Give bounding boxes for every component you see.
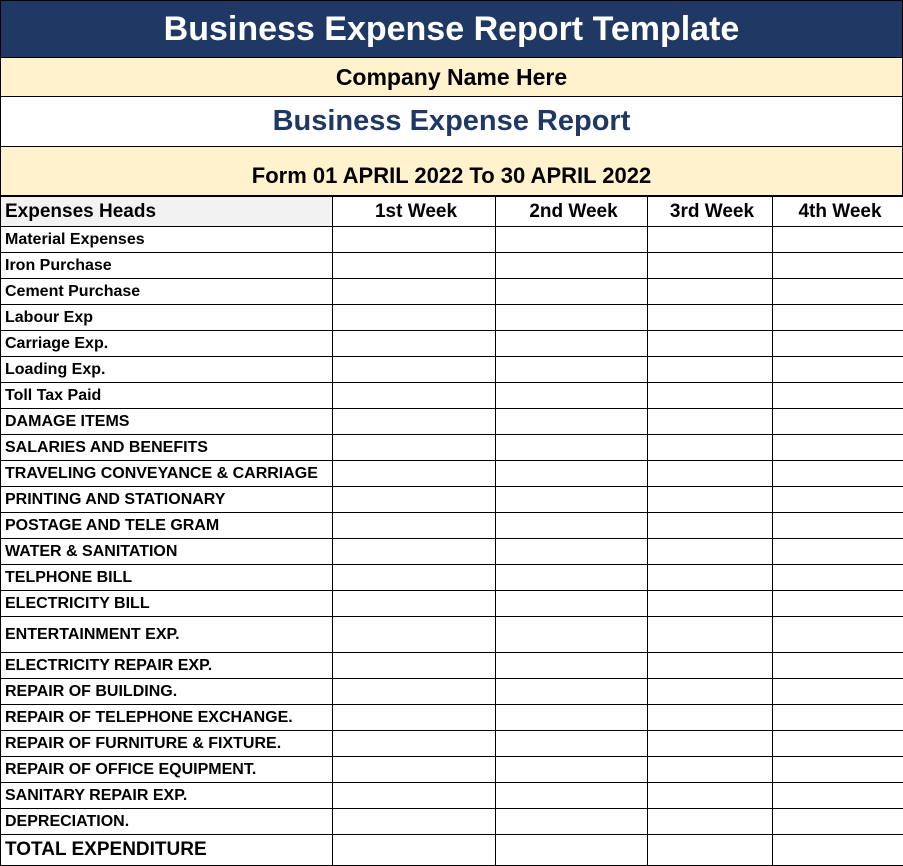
expense-head-label: Loading Exp. — [1, 357, 333, 383]
week-4-cell[interactable] — [773, 617, 903, 653]
week-2-cell[interactable] — [496, 253, 648, 279]
week-3-cell[interactable] — [648, 461, 773, 487]
table-row — [1, 279, 903, 305]
week-4-cell[interactable] — [773, 305, 903, 331]
week-1-cell[interactable] — [333, 591, 496, 617]
table-row — [1, 305, 903, 331]
header-week-2: 2nd Week — [496, 197, 648, 227]
week-1-cell[interactable] — [333, 487, 496, 513]
week-2-cell[interactable] — [496, 435, 648, 461]
week-3-cell[interactable] — [648, 653, 773, 679]
table-row — [1, 513, 903, 539]
week-3-cell[interactable] — [648, 227, 773, 253]
sheet-title: Business Expense Report Template — [0, 0, 903, 58]
total-label: TOTAL EXPENDITURE — [1, 835, 333, 866]
week-4-cell[interactable] — [773, 253, 903, 279]
week-3-cell[interactable] — [648, 591, 773, 617]
week-2-cell[interactable] — [496, 539, 648, 565]
week-4-cell[interactable] — [773, 783, 903, 809]
week-4-cell[interactable] — [773, 227, 903, 253]
company-name[interactable]: Company Name Here — [0, 58, 903, 97]
week-2-cell[interactable] — [496, 331, 648, 357]
week-4-cell[interactable] — [773, 757, 903, 783]
week-3-cell[interactable] — [648, 279, 773, 305]
expense-head-label: Toll Tax Paid — [1, 383, 333, 409]
week-1-cell[interactable] — [333, 705, 496, 731]
week-3-cell[interactable] — [648, 757, 773, 783]
header-week-1: 1st Week — [333, 197, 496, 227]
table-row — [1, 539, 903, 565]
week-2-cell[interactable] — [496, 409, 648, 435]
week-2-cell[interactable] — [496, 461, 648, 487]
table-row — [1, 253, 903, 279]
week-2-cell[interactable] — [496, 383, 648, 409]
week-1-cell[interactable] — [333, 383, 496, 409]
week-3-cell[interactable] — [648, 513, 773, 539]
week-4-cell[interactable] — [773, 409, 903, 435]
week-3-cell[interactable] — [648, 731, 773, 757]
week-3-cell[interactable] — [648, 783, 773, 809]
week-1-cell[interactable] — [333, 679, 496, 705]
header-week-4: 4th Week — [773, 197, 903, 227]
week-1-cell[interactable] — [333, 331, 496, 357]
expense-head-label: Iron Purchase — [1, 253, 333, 279]
week-1-cell[interactable] — [333, 279, 496, 305]
week-3-cell[interactable] — [648, 487, 773, 513]
expense-head-label: TELPHONE BILL — [1, 565, 333, 591]
week-3-cell[interactable] — [648, 705, 773, 731]
header-row — [1, 197, 903, 227]
expense-head-label: POSTAGE AND TELE GRAM — [1, 513, 333, 539]
week-4-cell[interactable] — [773, 731, 903, 757]
table-row — [1, 435, 903, 461]
expense-head-label: REPAIR OF FURNITURE & FIXTURE. — [1, 731, 333, 757]
total-week-2-cell[interactable] — [496, 835, 648, 866]
week-4-cell[interactable] — [773, 331, 903, 357]
week-2-cell[interactable] — [496, 705, 648, 731]
report-title: Business Expense Report — [0, 97, 903, 147]
week-2-cell[interactable] — [496, 357, 648, 383]
week-3-cell[interactable] — [648, 565, 773, 591]
table-row — [1, 705, 903, 731]
expense-head-label: DEPRECIATION. — [1, 809, 333, 835]
week-1-cell[interactable] — [333, 539, 496, 565]
week-2-cell[interactable] — [496, 513, 648, 539]
week-1-cell[interactable] — [333, 409, 496, 435]
expense-head-label: SALARIES AND BENEFITS — [1, 435, 333, 461]
week-1-cell[interactable] — [333, 731, 496, 757]
header-week-3: 3rd Week — [648, 197, 773, 227]
expense-head-label: SANITARY REPAIR EXP. — [1, 783, 333, 809]
week-4-cell[interactable] — [773, 461, 903, 487]
week-4-cell[interactable] — [773, 679, 903, 705]
week-1-cell[interactable] — [333, 227, 496, 253]
week-2-cell[interactable] — [496, 679, 648, 705]
expense-head-label: DAMAGE ITEMS — [1, 409, 333, 435]
week-2-cell[interactable] — [496, 227, 648, 253]
expense-head-label: Labour Exp — [1, 305, 333, 331]
week-1-cell[interactable] — [333, 253, 496, 279]
table-row — [1, 227, 903, 253]
week-1-cell[interactable] — [333, 305, 496, 331]
week-4-cell[interactable] — [773, 705, 903, 731]
week-2-cell[interactable] — [496, 731, 648, 757]
week-2-cell[interactable] — [496, 783, 648, 809]
week-3-cell[interactable] — [648, 539, 773, 565]
table-row — [1, 757, 903, 783]
expense-head-label: ELECTRICITY BILL — [1, 591, 333, 617]
week-2-cell[interactable] — [496, 809, 648, 835]
week-4-cell[interactable] — [773, 809, 903, 835]
expense-head-label: Carriage Exp. — [1, 331, 333, 357]
week-2-cell[interactable] — [496, 305, 648, 331]
week-4-cell[interactable] — [773, 653, 903, 679]
report-period[interactable]: Form 01 APRIL 2022 To 30 APRIL 2022 — [0, 147, 903, 196]
week-3-cell[interactable] — [648, 253, 773, 279]
week-4-cell[interactable] — [773, 591, 903, 617]
week-2-cell[interactable] — [496, 565, 648, 591]
expense-head-label: TRAVELING CONVEYANCE & CARRIAGE — [1, 461, 333, 487]
expense-head-label: ELECTRICITY REPAIR EXP. — [1, 653, 333, 679]
table-row — [1, 487, 903, 513]
week-2-cell[interactable] — [496, 279, 648, 305]
expense-head-label: REPAIR OF TELEPHONE EXCHANGE. — [1, 705, 333, 731]
table-row — [1, 409, 903, 435]
week-3-cell[interactable] — [648, 383, 773, 409]
expense-head-label: REPAIR OF BUILDING. — [1, 679, 333, 705]
week-1-cell[interactable] — [333, 461, 496, 487]
expense-head-label: PRINTING AND STATIONARY — [1, 487, 333, 513]
table-row — [1, 383, 903, 409]
table-row — [1, 653, 903, 679]
week-1-cell[interactable] — [333, 435, 496, 461]
week-1-cell[interactable] — [333, 617, 496, 653]
week-2-cell[interactable] — [496, 487, 648, 513]
week-4-cell[interactable] — [773, 565, 903, 591]
week-1-cell[interactable] — [333, 653, 496, 679]
total-row — [1, 835, 903, 866]
expense-head-label: Material Expenses — [1, 227, 333, 253]
total-week-1-cell[interactable] — [333, 835, 496, 866]
week-2-cell[interactable] — [496, 617, 648, 653]
week-1-cell[interactable] — [333, 565, 496, 591]
week-2-cell[interactable] — [496, 653, 648, 679]
table-row — [1, 331, 903, 357]
table-row — [1, 591, 903, 617]
table-row — [1, 565, 903, 591]
table-row — [1, 461, 903, 487]
expense-head-label: WATER & SANITATION — [1, 539, 333, 565]
week-2-cell[interactable] — [496, 757, 648, 783]
week-4-cell[interactable] — [773, 383, 903, 409]
week-4-cell[interactable] — [773, 279, 903, 305]
total-week-3-cell[interactable] — [648, 835, 773, 866]
week-2-cell[interactable] — [496, 591, 648, 617]
table-row — [1, 731, 903, 757]
expense-table — [0, 196, 903, 866]
week-3-cell[interactable] — [648, 679, 773, 705]
table-row — [1, 617, 903, 653]
week-3-cell[interactable] — [648, 409, 773, 435]
week-3-cell[interactable] — [648, 617, 773, 653]
expense-head-label: REPAIR OF OFFICE EQUIPMENT. — [1, 757, 333, 783]
week-1-cell[interactable] — [333, 757, 496, 783]
week-1-cell[interactable] — [333, 809, 496, 835]
week-4-cell[interactable] — [773, 539, 903, 565]
table-row — [1, 783, 903, 809]
week-4-cell[interactable] — [773, 435, 903, 461]
expense-head-label: ENTERTAINMENT EXP. — [1, 617, 333, 653]
week-1-cell[interactable] — [333, 513, 496, 539]
table-row — [1, 357, 903, 383]
week-3-cell[interactable] — [648, 305, 773, 331]
week-4-cell[interactable] — [773, 513, 903, 539]
table-row — [1, 679, 903, 705]
week-1-cell[interactable] — [333, 783, 496, 809]
header-expenses-heads: Expenses Heads — [1, 197, 333, 227]
week-4-cell[interactable] — [773, 357, 903, 383]
week-4-cell[interactable] — [773, 487, 903, 513]
week-3-cell[interactable] — [648, 435, 773, 461]
week-3-cell[interactable] — [648, 331, 773, 357]
expense-rows — [1, 227, 903, 835]
expense-head-label: Cement Purchase — [1, 279, 333, 305]
total-week-4-cell[interactable] — [773, 835, 903, 866]
week-1-cell[interactable] — [333, 357, 496, 383]
week-3-cell[interactable] — [648, 809, 773, 835]
week-3-cell[interactable] — [648, 357, 773, 383]
table-row — [1, 809, 903, 835]
